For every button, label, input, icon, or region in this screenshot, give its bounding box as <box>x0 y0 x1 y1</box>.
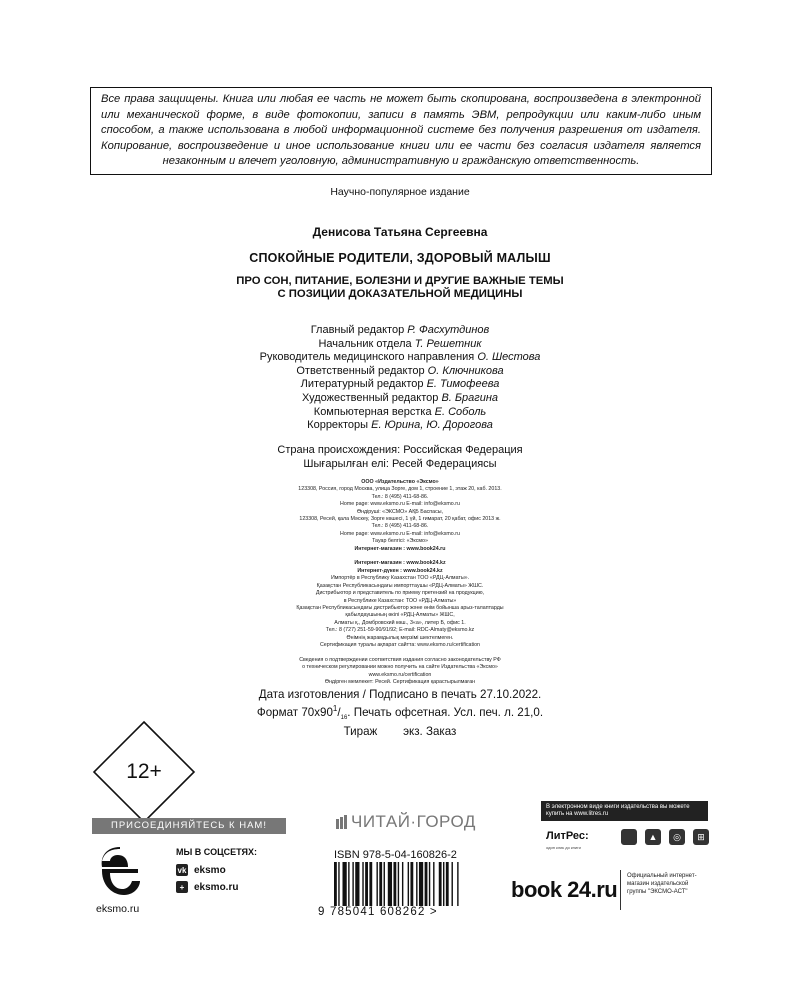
editorial-staff <box>0 324 800 433</box>
publisher-line: 123308, Россия, город Москва, улица Зорге, дом 1, строение 1, этаж 20, каб. 2013. <box>298 486 502 493</box>
store-icons <box>621 829 709 845</box>
publisher-line: Қазақстан Республикасындағы импорттаушы «РДЦ-Алматы» ЖШС. <box>316 582 484 589</box>
print-date: Дата изготовления / Подписано в печать 27.10.2022. <box>258 688 542 701</box>
publisher-line: Тауар белгісі: «Эксмо» <box>372 538 428 545</box>
apple-icon <box>621 829 637 845</box>
isbn: ISBN 978-5-04-160826-2 <box>334 849 457 861</box>
staff-line: Главный редактор Р. Фасхутдинов <box>310 324 490 336</box>
age-rating-text: 12+ <box>126 760 162 783</box>
chitai-gorod-icon <box>336 815 347 829</box>
publisher-line: 123308, Ресей, қала Мәскеу, Зорге көшесі, 1 үй, 1 ғимарат, 20 қабат, офис 2013 ж. <box>299 516 501 523</box>
author-name: Денисова Татьяна Сергеевна <box>312 225 488 239</box>
subtitle-line-2: С ПОЗИЦИИ ДОКАЗАТЕЛЬНОЙ МЕДИЦИНЫ <box>277 288 523 300</box>
litres-banner: В электронном виде книги издательства вы можете купить на www.litres.ru <box>541 801 708 821</box>
barcode <box>334 862 460 906</box>
staff-line: Литературный редактор Е. Тимофеева <box>300 378 500 391</box>
litres-logo: ЛитРес: <box>546 830 589 842</box>
country-kz: Шығарылған елі: Ресей Федерациясы <box>303 457 497 470</box>
publisher-line: Өнімнің жарамдылық мерзімі шектелмеген. <box>346 634 454 641</box>
publisher-line: о техническом регулировании можно получить на сайте Издательства «Эксмо» <box>302 664 498 671</box>
publisher-line: в Республике Казахстан: ТОО «РДЦ-Алматы» <box>343 597 457 604</box>
book24-logo: book 24.ru <box>511 877 618 902</box>
publisher-line: Өндірген мемлекет: Ресей. Сертификация қарастырылмаған <box>324 678 476 685</box>
publisher-line: Алматы қ., Домбровский көш., 3«а», литер Б, офис 1. <box>334 619 466 626</box>
staff-line: Ответственный редактор О. Ключникова <box>296 364 504 377</box>
publisher-line: Тел.: 8 (727) 251-59-90/91/92; E-mail: RDC-Almaty@eksmo.kz <box>325 627 475 634</box>
country-of-origin <box>0 444 800 471</box>
staff-line: Корректоры Е. Юрина, Ю. Дорогова <box>307 419 493 432</box>
android-icon: ▲ <box>645 829 661 845</box>
chitai-gorod-logo: ЧИТАЙ·ГОРОД <box>336 812 476 832</box>
publisher-line: Импортёр в Республику Казахстан ТОО «РДЦ-Алматы». <box>330 575 470 582</box>
publisher-line: қабылдаушының өкілі «РДЦ-Алматы» ЖШС, <box>345 612 455 619</box>
publisher-line: Өндіруші: «ЭКСМО» АҚБ Баспасы, <box>356 508 444 515</box>
copyright-notice-box <box>90 87 712 175</box>
eksmo-site-link[interactable]: eksmo.ru <box>96 903 140 915</box>
social-site[interactable]: + eksmo.ru <box>176 881 238 893</box>
publisher-line: Интернет-магазин : www.book24.ru <box>354 545 446 552</box>
genre-label: Научно-популярное издание <box>330 186 470 198</box>
publisher-line <box>0 649 800 656</box>
publisher-line: Сертификация туралы ақпарат сайтта: www.eksmo.ru/certification <box>319 641 481 648</box>
staff-line: Компьютерная верстка Е. Соболь <box>313 405 487 418</box>
publisher-line: Интернет-дүкен : www.book24.kz <box>357 567 443 574</box>
publisher-line: Дистрибьютор и представитель по приему претензий на продукцию, <box>315 590 485 597</box>
social-title: МЫ В СОЦСЕТЯХ: <box>176 847 258 857</box>
age-rating-badge <box>92 720 196 824</box>
publisher-line: www.eksmo.ru/certification <box>368 671 432 678</box>
book24-note: Официальный интернет-магазин издательской группы "ЭКСМО-АСТ" <box>627 873 697 895</box>
publisher-line: ООО «Издательство «Эксмо» <box>361 479 439 485</box>
subtitle-line-1: ПРО СОН, ПИТАНИЕ, БОЛЕЗНИ И ДРУГИЕ ВАЖНЫЕ ТЕМЫ <box>236 275 564 287</box>
vk-icon: vk <box>177 865 187 875</box>
staff-line: Художественный редактор В. Брагина <box>302 391 498 404</box>
join-us-banner: ПРИСОЕДИНЯЙТЕСЬ К НАМ! <box>92 818 286 834</box>
publisher-info <box>0 479 800 686</box>
windows-icon: ⊞ <box>693 829 709 845</box>
publisher-line: Сведения о подтверждении соответствия издания согласно законодательству РФ <box>299 656 501 663</box>
copyright-notice-text: Все права защищены. Книга или любая ее часть не может быть скопирована, воспроизведена в электронной или механической форме, в виде фотокопии, записи в память ЭВМ, репродукции или каким-либо иным способом, а также использована в любой информационной системе без получения разрешения от издателя. Копирование, воспроизведение и иное использование книги или ее части без согласия издателя является незаконным и влечет уголовную, административную и гражданскую ответственность. <box>101 93 701 167</box>
staff-line: Руководитель медицинского направления О. Шестова <box>259 351 541 364</box>
country-ru: Страна происхождения: Российская Федерация <box>277 444 523 456</box>
publisher-line: Тел.: 8 (495) 411-68-86. <box>371 493 429 500</box>
staff-line: Начальник отдела Т. Решетник <box>318 337 482 350</box>
publisher-line <box>0 553 800 560</box>
publisher-line: Интернет-магазин : www.book24.kz <box>354 560 446 567</box>
publisher-line: Home page: www.eksmo.ru E-mail: info@eksmo.ru <box>340 501 460 508</box>
print-format: Формат $70х90^1/_{16}$. Печать офсетная. Усл. печ. л. 21,0. <box>256 703 544 721</box>
book-title: СПОКОЙНЫЕ РОДИТЕЛИ, ЗДОРОВЫЙ МАЛЫШ <box>249 251 551 265</box>
eksmo-logo-icon <box>98 845 142 897</box>
publisher-line: Қазақстан Республикасындағы дистрибьютор және өнім бойынша арыз-талаптарды <box>296 604 504 611</box>
divider <box>620 870 621 910</box>
litres-tagline: один клик до книги <box>546 845 581 850</box>
publisher-line: Тел.: 8 (495) 411-68-86. <box>371 523 429 530</box>
circulation: Тираж экз. Заказ <box>343 725 457 739</box>
book-subtitle <box>0 275 800 301</box>
social-vk[interactable]: vk eksmo <box>177 864 226 876</box>
plus-icon: + <box>176 881 188 893</box>
barcode-number: 9 785041 608262 > <box>318 906 438 918</box>
web-icon: ◎ <box>669 829 685 845</box>
publisher-line: Home page: www.eksmo.ru E-mail: info@eksmo.ru <box>340 530 460 537</box>
